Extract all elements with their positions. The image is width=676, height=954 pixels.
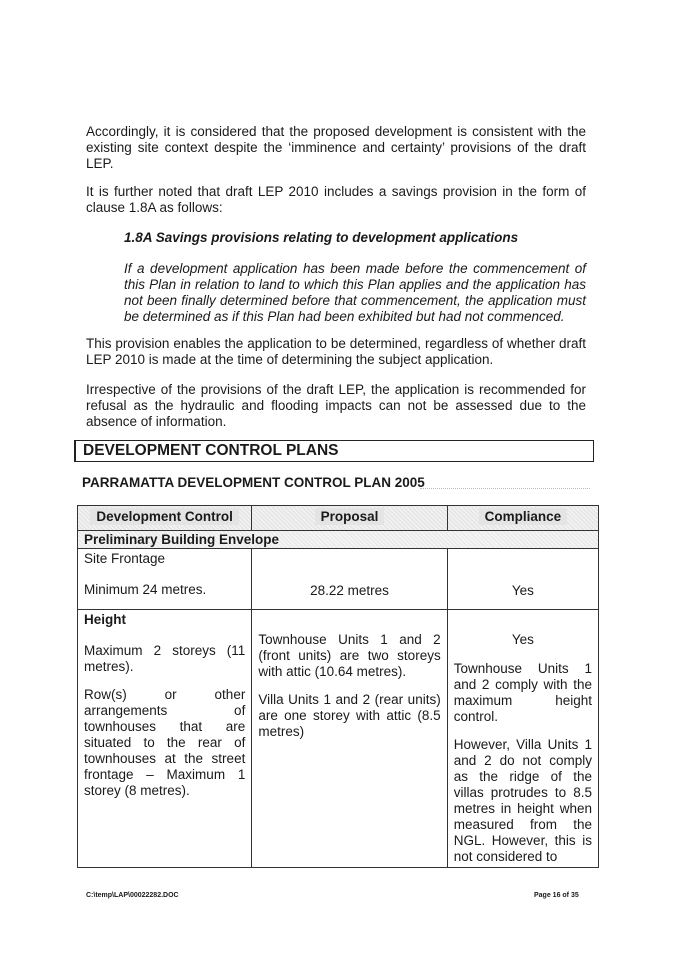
dcp-subheading: PARRAMATTA DEVELOPMENT CONTROL PLAN 2005 (82, 475, 425, 490)
paragraph-context: Accordingly, it is considered that the proposed development is consistent with the existing site context despite the ‘imminence and certainty’ provisions of the draft LEP. (86, 124, 586, 171)
control-text: Maximum 2 storeys (11 metres). (84, 643, 246, 674)
clause-body: If a development application has been made before the commencement of this Plan in relation to land to which this Plan applies and the application has not been finally determined before that commencement, the application must be determined as if this Plan had been exhibited but had not commenced. (124, 261, 586, 324)
footer-file-path: C:\temp\LAP\00022282.DOC (86, 892, 179, 899)
group-row (78, 531, 599, 549)
column-header: Compliance (447, 506, 598, 531)
compliance-text: However, Villa Units 1 and 2 do not comply as the ridge of the villas protrudes to 8.5 metres in height when measured from the NGL. However, this is not considered to (453, 737, 592, 864)
control-cell (78, 549, 252, 610)
compliance-table (77, 505, 599, 868)
footer-page-number: Page 16 of 35 (534, 892, 579, 899)
paragraph-provision: This provision enables the application to be determined, regardless of whether draft LEP 2010 is made at the time of determining the subject application. (86, 336, 586, 367)
proposal-text: Townhouse Units 1 and 2 (front units) are two storeys with attic (10.64 metres). (258, 632, 441, 679)
paragraph-recommendation: Irrespective of the provisions of the draft LEP, the application is recommended for refusal as the hydraulic and flooding impacts can not be assessed due to the absence of information. (86, 382, 586, 429)
control-text: Minimum 24 metres. (84, 582, 207, 597)
table-row (78, 610, 599, 868)
proposal-cell (252, 549, 447, 610)
row-label: Height (84, 612, 126, 627)
compliance-cell (447, 549, 598, 610)
clause-title: 1.8A Savings provisions relating to development applications (124, 230, 519, 245)
compliance-text: Yes (511, 583, 534, 598)
table-header-row (78, 506, 599, 531)
table-row (78, 549, 599, 610)
dotted-rule (420, 488, 590, 489)
control-text: Row(s) or other arrangements of townhouses that are situated to the rear of townhouses at the street frontage – Maximum 1 storey (8 metres). (84, 687, 246, 798)
control-cell (78, 610, 252, 868)
compliance-text: Yes (511, 632, 534, 647)
paragraph-savings-intro: It is further noted that draft LEP 2010 includes a savings provision in the form of clause 1.8A as follows: (86, 184, 586, 215)
compliance-cell (447, 610, 598, 868)
proposal-text: Villa Units 1 and 2 (rear units) are one storey with attic (8.5 metres) (258, 692, 441, 739)
column-header: Development Control (78, 506, 252, 531)
section-heading: DEVELOPMENT CONTROL PLANS (74, 440, 594, 462)
proposal-cell (252, 610, 447, 868)
row-label: Site Frontage (84, 551, 166, 566)
compliance-text: Townhouse Units 1 and 2 comply with the maximum height control. (453, 661, 592, 724)
proposal-text: 28.22 metres (310, 583, 389, 598)
group-heading: Preliminary Building Envelope (78, 531, 599, 549)
column-header: Proposal (252, 506, 447, 531)
